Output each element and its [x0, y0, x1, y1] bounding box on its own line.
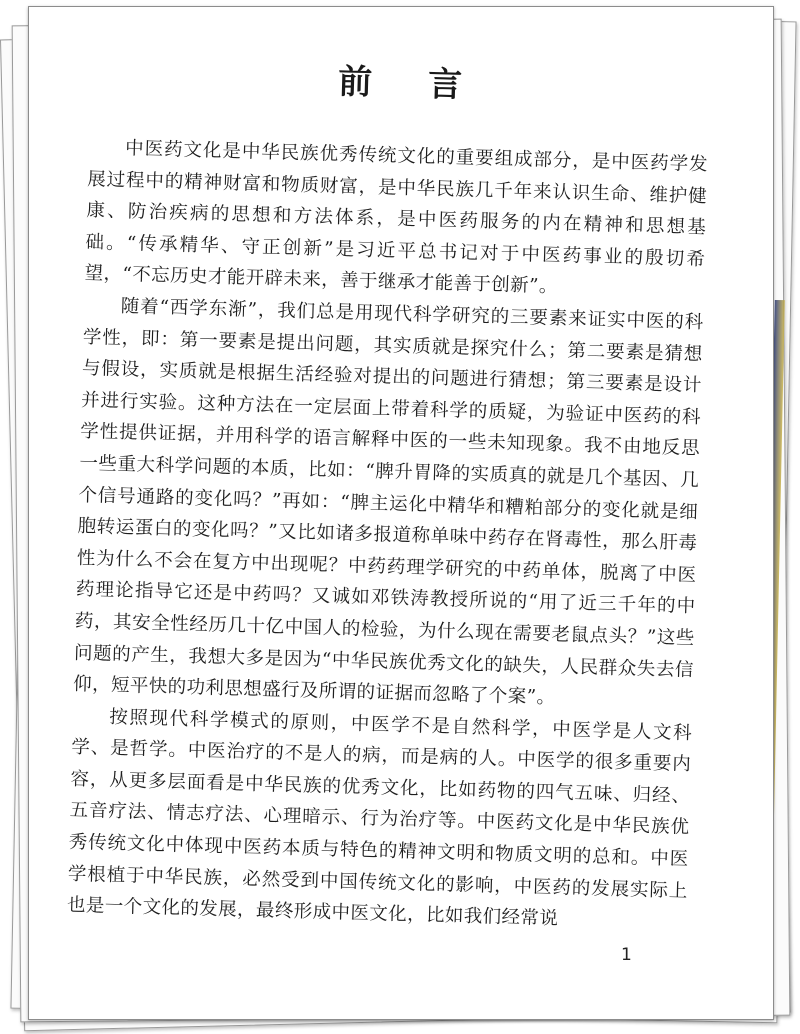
page-title: 前 言	[337, 61, 485, 106]
page-number: 1	[621, 945, 632, 965]
page-text-block	[67, 47, 711, 939]
book-page	[28, 6, 774, 1020]
paragraph-2: 随着“西学东渐”，我们总是用现代科学研究的三要素来证实中医的科学性，即：第一要素是提出问题，其实质就是探究什么；第二要素是猜想与假设，实质就是根据生活经验对提出的问题进行猜想；第三要素是设计并进行实验。这种方法在一定层面上带着科学的质疑，为验证中医药的科学性提供证据，并用科学的语言解释中医的一些未知现象。我不由地反思一些重大科学问题的本质，比如：“脾升胃降的实质真的就是几个基因、几个信号通路的变化吗？”再如：“脾主运化中精华和糟粕部分的变化就是细胞转运蛋白的变化吗？”又比如诸多报道称单味中药存在肾毒性，那么肝毒性为什么不会在复方中出现呢？中药药理学研究的中药单体，脱离了中医药理论指导它还是中药吗？又诚如邓铁涛教授所说的“用了近三千年的中药，其安全性经历几十亿中国人的检验，为什么现在需要老鼠点头？”这些问题的产生，我想大多是因为“中华民族优秀文化的缺失，人民群众失去信仰，短平快的功利思想盛行及所谓的证据而忽略了个案”。	[72, 295, 704, 709]
paragraph-3: 按照现代科学模式的原则，中医学不是自然科学，中医学是人文科学、是哲学。中医治疗的不是人的病，而是病的人。中医学的很多重要内容，从更多层面看是中华民族的优秀文化，比如药物的四气五味、归经、五音疗法、情志疗法、心理暗示、行为治疗等。中医药文化是中华民族优秀传统文化中体现中医药本质与特色的精神文明和物质文明的总和。中医学根植于中华民族，必然受到中国传统文化的影响，中医药的发展实际上也是一个文化的发展，最终形成中医文化，比如我们经常说	[66, 706, 693, 930]
paragraph-1: 中医药文化是中华民族优秀传统文化的重要组成部分，是中医药学发展过程中的精神财富和物质财富，是中华民族几千年来认识生命、维护健康、防治疾病的思想和方法体系，是中医药服务的内在精神和思想基础。“传承精华、守正创新”是习近平总书记对于中医药事业的殷切希望，“不忘历史才能开辟未来，善于继承才能善于创新”。	[84, 137, 709, 298]
